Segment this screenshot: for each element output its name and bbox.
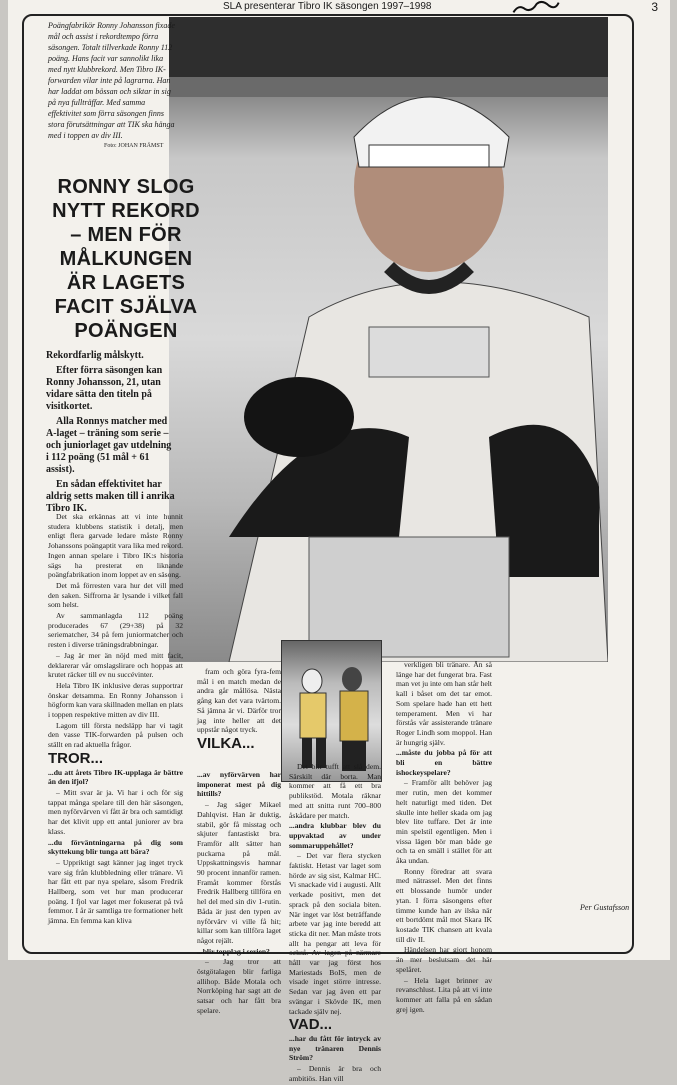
main-player-photo <box>169 17 608 662</box>
body-paragraph: – Hela laget brinner av revanschlust. Lita på att vi inte kommer att falla på en sådan grej igen. <box>396 975 492 1014</box>
body-paragraph: Det ska erkännas att vi inte hunnit studera klubbens statistik i detalj, men enligt flera garvade ledare måste Ronny Johanssons poängaptit vara lika med rekord. Ingen annan spelare i Tibro IK:s historia sägs ha presterat en liknande poängfabrikation inom loppet av en säsong. <box>48 512 183 580</box>
page-number: 3 <box>651 0 658 14</box>
section-heading: TROR... <box>48 749 103 767</box>
body-paragraph: – Uppriktigt sagt känner jag inget tryck vare sig från klubbledning eller tränare. Vi har fått ett par nya spelare, såsom Fredrik Hallberg, som vet hur man producerar poäng. I fjol var laget mer fokuserat på två femmor. I år är samtliga tre formationer helt jämna. En femma kan kliva <box>48 857 183 926</box>
body-paragraph: Av sammanlagda 112 poäng producerades 67 (29+38) på 32 seriematcher, 34 på fem juniormatcher och resten i diverse träningsdrabbningar. <box>48 611 183 650</box>
body-paragraph: Det blir tufft att slå dem. Särskilt där borta. Man kommer att få ett bra publikstöd. Motala räknar med att snitta runt 700–800 åskådare per match. <box>289 762 381 820</box>
photo-credit: Foto: JOHAN FRÄMST <box>104 143 164 149</box>
article-lead <box>46 350 176 518</box>
interview-question: ...måste du jobba på för att bli en bättre ishockeyspelare? <box>396 748 492 777</box>
header-publication-text: SLA presenterar Tibro IK säsongen 1997–1998 <box>223 1 432 12</box>
body-paragraph: – Jag är mer än nöjd med mitt facit, deklarerar vår omslagslirare och hoppas att krutet räcker till ev nu succévinter. <box>48 650 183 680</box>
photo-caption <box>48 20 176 152</box>
article-headline: RONNY SLOG NYTT REKORD – MEN FÖR MÅLKUNGEN ÄR LAGETS FACIT SJÄLVA POÄNGEN <box>52 176 200 342</box>
body-paragraph: fram och göra fyra-fem mål i en match medan de andra går mållösa. Nästa gång kan det vara tvärtom. Så jämna är vi. Därför tror jag inte heller att det uppstår något tryck. <box>197 667 281 735</box>
lead-paragraph: En sådan effektivitet har aldrig setts maken till i anrika Tibro IK. <box>46 479 175 514</box>
body-paragraph: Händelsen har gjort honom än mer beslutsam det här spelåret. <box>396 945 492 974</box>
column-1 <box>48 512 183 927</box>
page-header <box>8 0 670 14</box>
body-paragraph: Lagom till första nedsläpp har vi tagit den vasse TIK-forwarden på pulsen och ställt en rad aktuella frågor. <box>48 720 183 750</box>
body-paragraph: – Mitt svar är ja. Vi har i och för sig tappat många spelare till den här säsongen, men nyförvärven vi fått är bra och samtidigt har det klivit upp ett antal juniorer av bra klass. <box>48 787 183 836</box>
interview-question: ...du att årets Tibro IK-upplaga är bättre än den ifjol? <box>48 767 183 787</box>
body-paragraph: – Dennis är bra och ambitiös. Han vill <box>289 1064 381 1083</box>
interview-question: ...av nyförvärven har imponerat mest på dig hittills? <box>197 770 281 799</box>
lead-paragraph: Alla Ronnys matcher med A-laget – träning som serie – och juniorlaget gav utdelning i 112 poäng (51 mål + 61 assist). <box>46 416 172 475</box>
interview-question: ...har du fått för intryck av nye tränaren Dennis Ström? <box>289 1033 381 1063</box>
player-silhouette-icon <box>169 17 608 662</box>
lead-paragraph: Rekordfarlig målskytt. <box>46 350 144 361</box>
lead-paragraph: Efter förra säsongen kan Ronny Johansson, 21, utan vidare sätta den titeln på visitkortet. <box>46 365 163 412</box>
column-2b <box>197 770 281 1017</box>
caption-text: Poängfabrikör Ronny Johansson fixade mål och assist i rekordtempo förra säsongen. Totalt tillverkade Ronny 112 poäng. Hans facit var sannolikt lika med nytt klubbrekord. Men Tibro IK-forwarden vilar inte på lagrarna. Han har laddat om bössan och siktar in sig på nya fullträffar. Med samma effektivitet som förra säsongen finns stora förutsättningar att TIK ska hänga med i toppen av div III. <box>48 21 175 140</box>
interview-question: ...blir topplag i serien? <box>197 946 270 956</box>
column-3 <box>289 762 381 1085</box>
interview-question: ...andra klubbar blev du uppvaktad av under sommaruppehållet? <box>289 821 381 850</box>
section-heading: VILKA... <box>197 734 255 752</box>
body-paragraph: – Framför allt behöver jag mer rutin, men det kommer helt naturligt med tiden. Det skulle inte heller skada om jag blev lite tuffare. Det är inte min spelstil egentligen. Men i vissa lägen bör man både ge och ta en smäll i stället för att åka undan. <box>396 778 492 866</box>
body-paragraph: Ronny föredrar att svara med nätrassel. Men det finns ett blossande humör under ytan. I förra säsongens efter timme kunde han av ilska när ett bortdömt mål mot Skara IK kostade TIK chansen att kvala till div II. <box>396 866 492 944</box>
section-heading: VAD... <box>289 1016 333 1034</box>
author-signature: Per Gustafsson <box>580 903 630 912</box>
body-paragraph: Det må förresten vara hur det vill med den saken. Siffrorna är lysande i vilket fall som helst. <box>48 580 183 610</box>
column-4 <box>396 660 492 1015</box>
body-paragraph: Hela Tibro IK inklusive deras supportrar önskar detsamma. En Ronny Johansson i högform kan vara skillnaden mellan en plats i toppen respektive mitten av div III. <box>48 680 183 720</box>
body-paragraph: – Jag tror att östgötalagen blir farliga allihop. Både Motala och Norrköping har sagt att de satsar och har fått bra spelare. <box>197 957 281 1015</box>
body-paragraph: verkligen bli tränare. Än så länge har det fungerat bra. Fast man vet ju inte om han står helt kall i båset om det tar emot. Som spelare hade han ett hett temperament. Men vi har förstås vår assisterande tränare Roger Lindh som moppol. Han är hungrig själv. <box>396 660 492 747</box>
body-paragraph: – Det var flera stycken faktiskt. Hetast var laget som hörde av sig sist, Kalmar HC. Vi snackade vid i augusti. Allt verkade positivt, men det sprack på den sociala biten. När inget var löst beträffande arbete var jag inte beredd att sticka dit ner. Man måste trots allt ha pengar att leva för också. Av lagen på närmare håll var jag först hos Mariestads BoIS, men de visade inget större intresse. Sedan var jag även ett par svängar i Skövde IK, men tackade själv nej. <box>289 851 381 1016</box>
body-paragraph: – Jag säger Mikael Dahlqvist. Han är duktig, stabil, gör få misstag och skjuter fantastiskt bra. Framför allt sätter han puckarna på mål. Uppskattningsvis hamnar 90 procent innanför ramen. Framåt kommer förstås Fredrik Hallberg tillföra en hel del med sin div 1-rutin. Båda är just den typen av nyförvärv vi ville få hit; killar som kan tillföra laget något rejält. <box>197 800 281 945</box>
inset-photo <box>281 640 382 782</box>
column-2 <box>197 667 281 753</box>
players-inset-icon <box>282 641 381 781</box>
magazine-page <box>8 0 670 1083</box>
interview-question: ...du förväntningarna på dig som skyttekung blir tunga att bära? <box>48 837 183 857</box>
